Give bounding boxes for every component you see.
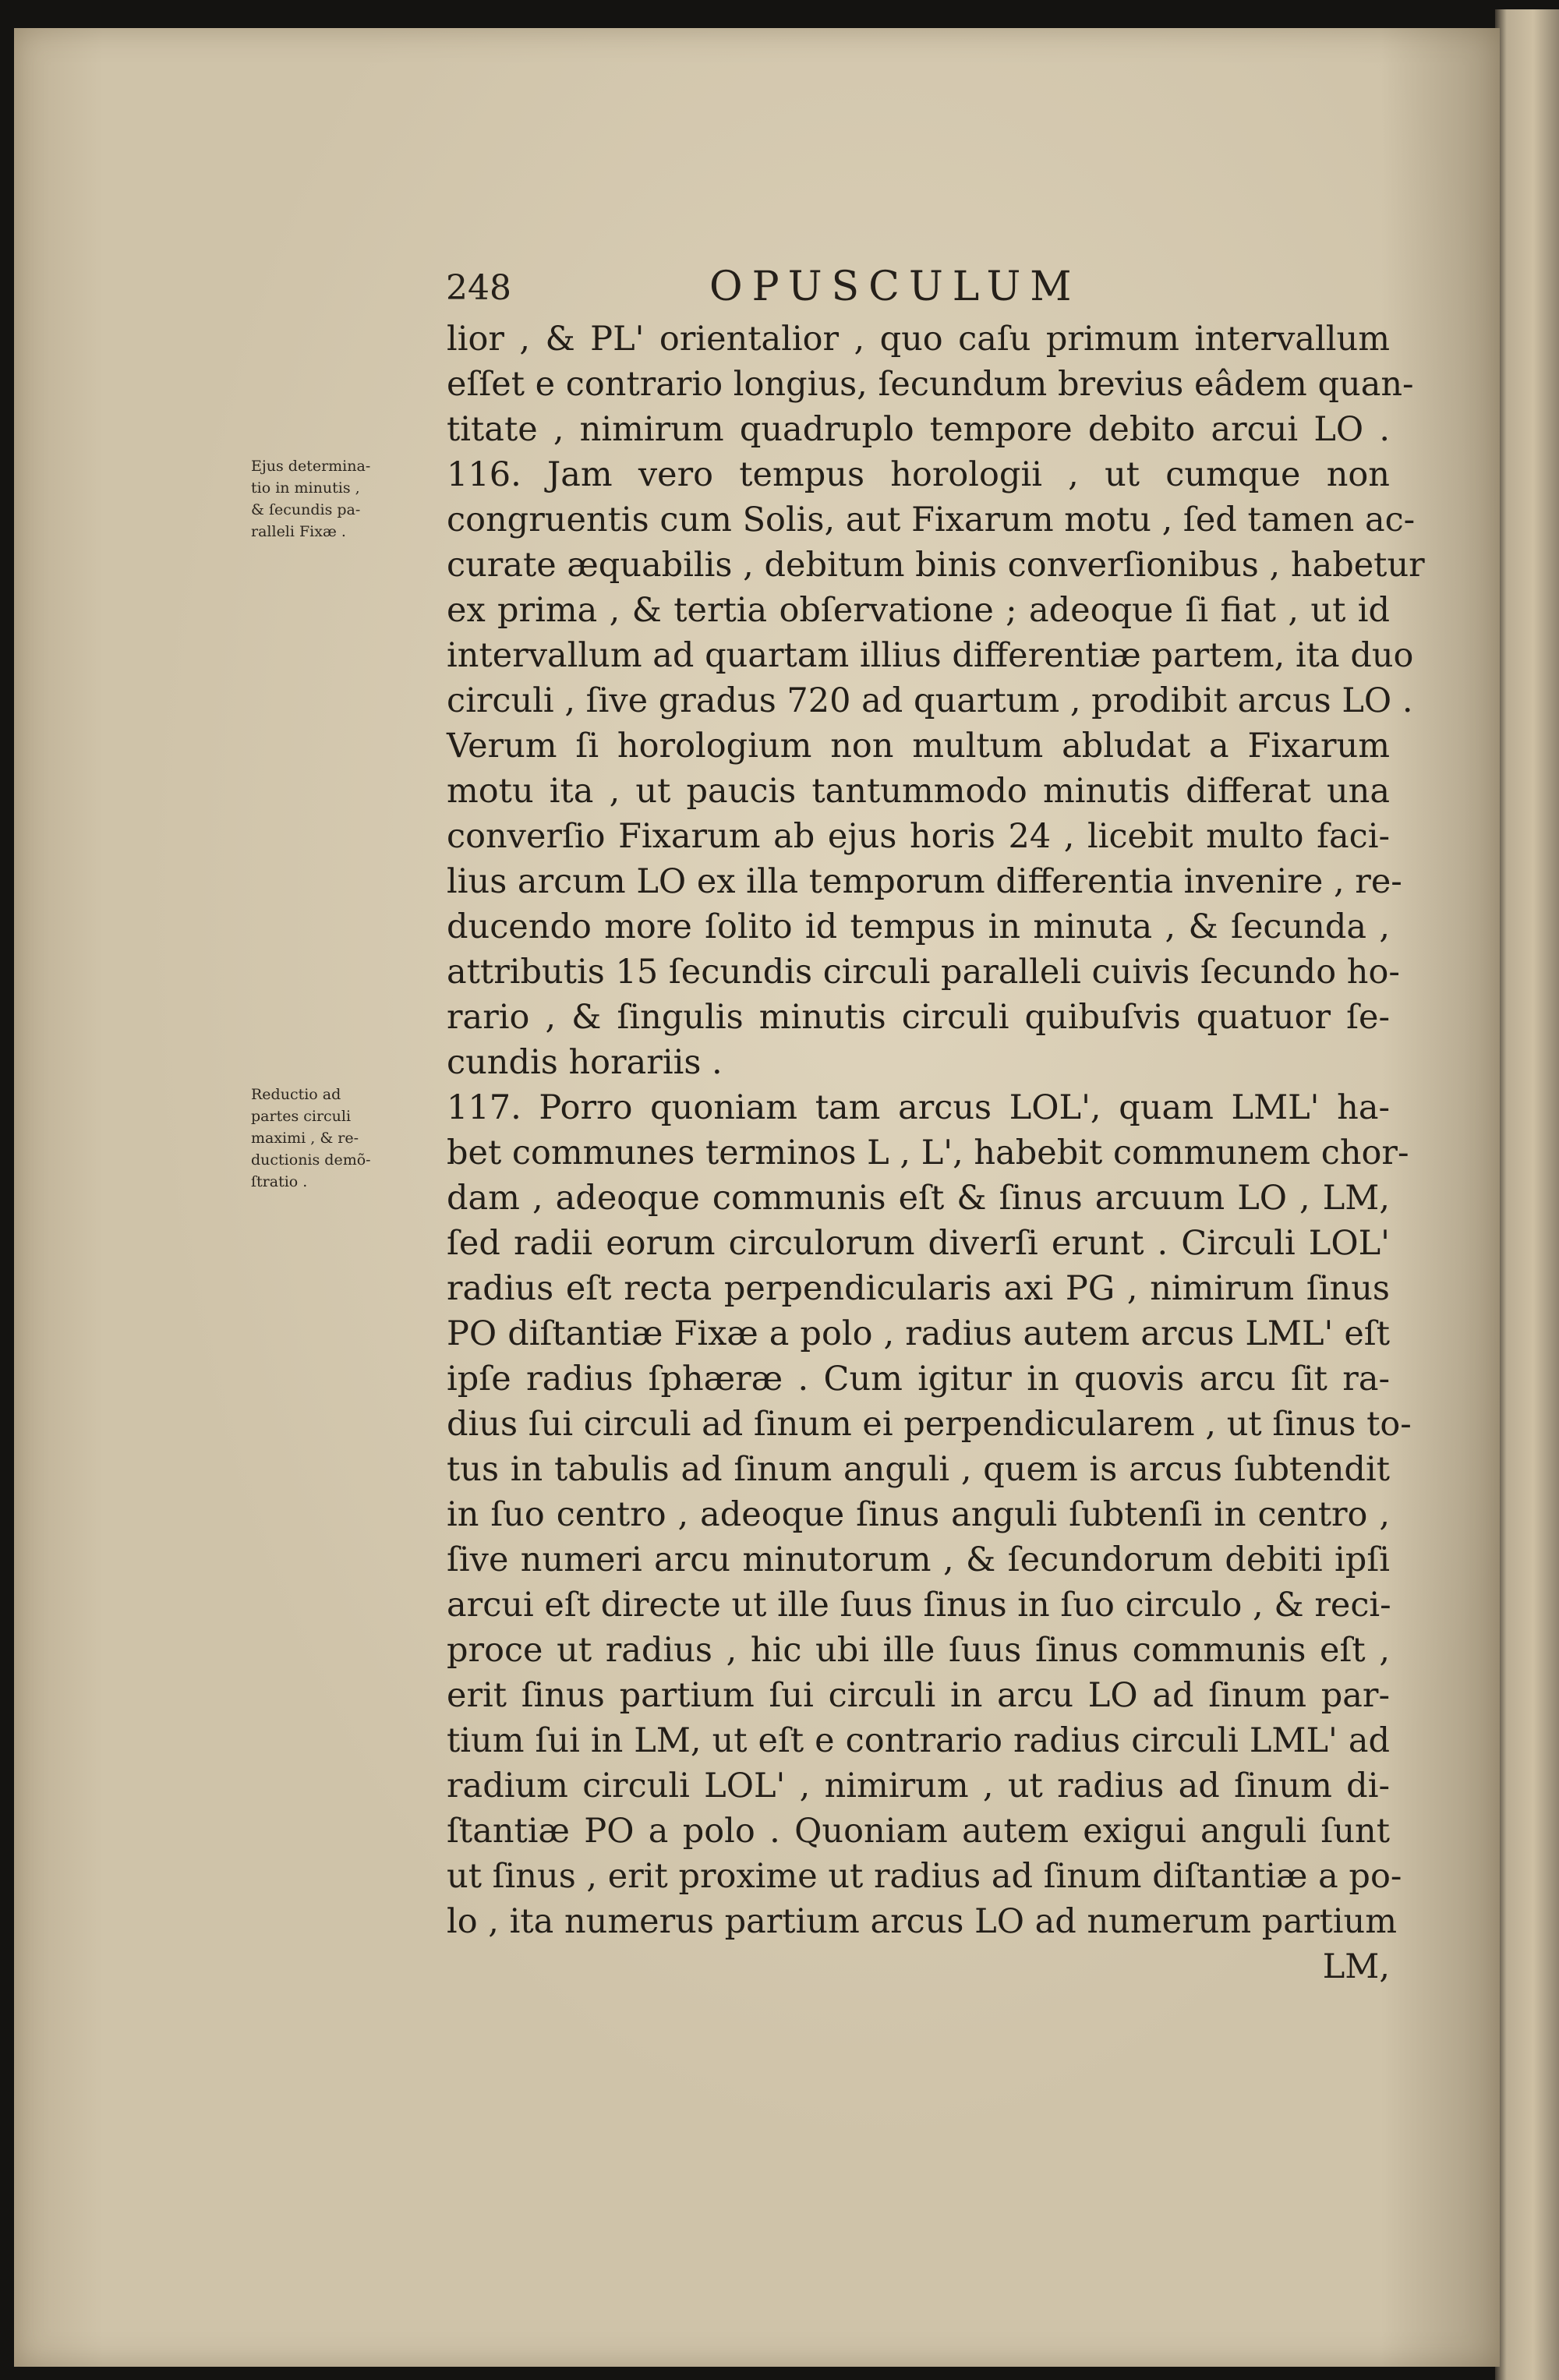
text-line: dam , adeoque communis eſt & ſinus arcuum LO , LM,	[447, 1179, 1390, 1218]
marginal-note-determination	[251, 455, 370, 543]
text-line: titate , nimirum quadruplo tempore debito arcui LO .	[447, 410, 1390, 449]
marginal-line: ductionis demõ-	[251, 1151, 371, 1169]
marginal-line: Reductio ad	[251, 1086, 341, 1103]
text-line: 116. Jam vero tempus horologii , ut cumque non	[447, 455, 1390, 494]
text-line: ſive numeri arcu minutorum , & ſecundorum debiti ipſi	[447, 1540, 1390, 1579]
text-line: cundis horariis .	[447, 1043, 723, 1082]
text-line: intervallum ad quartam illius differentiæ partem, ita duo	[447, 636, 1414, 675]
text-line: radius eſt recta perpendicularis axi PG , nimirum ſinus	[447, 1269, 1390, 1308]
text-line: erit ſinus partium ſui circuli in arcu LO ad ſinum par-	[447, 1676, 1390, 1715]
running-title: OPUSCULUM	[709, 263, 1081, 310]
text-line: radium circuli LOL' , nimirum , ut radius ad ſinum di-	[447, 1766, 1390, 1805]
text-line: ſtantiæ PO a polo . Quoniam autem exigui anguli ſunt	[447, 1812, 1390, 1851]
text-line: attributis 15 ſecundis circuli paralleli cuivis ſecundo ho-	[447, 953, 1400, 992]
text-line: Verum ſi horologium non multum abludat a Fixarum	[447, 727, 1390, 766]
text-line: 117. Porro quoniam tam arcus LOL', quam LML' ha-	[447, 1088, 1390, 1127]
text-line: arcui eſt directe ut ille ſuus ſinus in ſuo circulo , & reci-	[447, 1586, 1391, 1625]
text-line: eſſet e contrario longius, ſecundum brevius eâdem quan-	[447, 365, 1414, 404]
text-line: tus in tabulis ad ſinum anguli , quem is arcus ſubtendit	[447, 1450, 1390, 1489]
page-number: 248	[446, 268, 511, 308]
text-line: lior , & PL' orientalior , quo caſu primum intervallum	[447, 320, 1390, 359]
marginal-line: tio in minutis ,	[251, 479, 360, 497]
text-line: ipſe radius ſphæræ . Cum igitur in quovis arcu ſit ra-	[447, 1360, 1390, 1399]
page-edge	[1495, 9, 1559, 2380]
text-line: congruentis cum Solis, aut Fixarum motu , ſed tamen ac-	[447, 500, 1416, 539]
marginal-note-reduction	[251, 1084, 371, 1193]
text-line: ut ſinus , erit proxime ut radius ad ſinum diſtantiæ a po-	[447, 1857, 1402, 1896]
text-line: ex prima , & tertia obſervatione ; adeoque ſi fiat , ut id	[447, 591, 1390, 630]
body-text	[447, 317, 1425, 1989]
text-line: curate æquabilis , debitum binis converſionibus , habetur	[447, 546, 1425, 585]
text-line: converſio Fixarum ab ejus horis 24 , licebit multo faci-	[447, 817, 1390, 856]
text-line: motu ita , ut paucis tantummodo minutis differat una	[447, 772, 1390, 811]
marginal-line: ralleli Fixæ .	[251, 523, 346, 540]
marginal-line: Ejus determina-	[251, 458, 371, 475]
text-line: circuli , ſive gradus 720 ad quartum , prodibit arcus LO .	[447, 681, 1413, 720]
catchword: LM,	[1322, 1947, 1390, 1986]
text-line: lius arcum LO ex illa temporum differentia invenire , re-	[447, 862, 1402, 901]
marginal-line: partes circuli	[251, 1108, 352, 1125]
text-line: ducendo more ſolito id tempus in minuta , & ſecunda ,	[447, 907, 1390, 946]
text-line: in ſuo centro , adeoque ſinus anguli ſubtenſi in centro ,	[447, 1495, 1390, 1534]
marginal-line: maximi , & re-	[251, 1130, 359, 1147]
text-line: bet communes terminos L , L', habebit communem chor-	[447, 1133, 1409, 1172]
text-line: tium ſui in LM, ut eſt e contrario radius circuli LML' ad	[447, 1721, 1390, 1760]
text-line: proce ut radius , hic ubi ille ſuus ſinus communis eſt ,	[447, 1631, 1390, 1670]
text-line: dius ſui circuli ad ſinum ei perpendicularem , ut ſinus to-	[447, 1405, 1412, 1444]
text-line: PO diſtantiæ Fixæ a polo , radius autem arcus LML' eſt	[447, 1314, 1390, 1353]
marginal-line: ſtratio .	[251, 1173, 308, 1190]
text-line: lo , ita numerus partium arcus LO ad numerum partium	[447, 1902, 1397, 1941]
text-line: rario , & ſingulis minutis circuli quibuſvis quatuor ſe-	[447, 998, 1390, 1037]
text-line: ſed radii eorum circulorum diverſi erunt . Circuli LOL'	[447, 1224, 1390, 1263]
marginal-line: & ſecundis pa-	[251, 501, 361, 518]
